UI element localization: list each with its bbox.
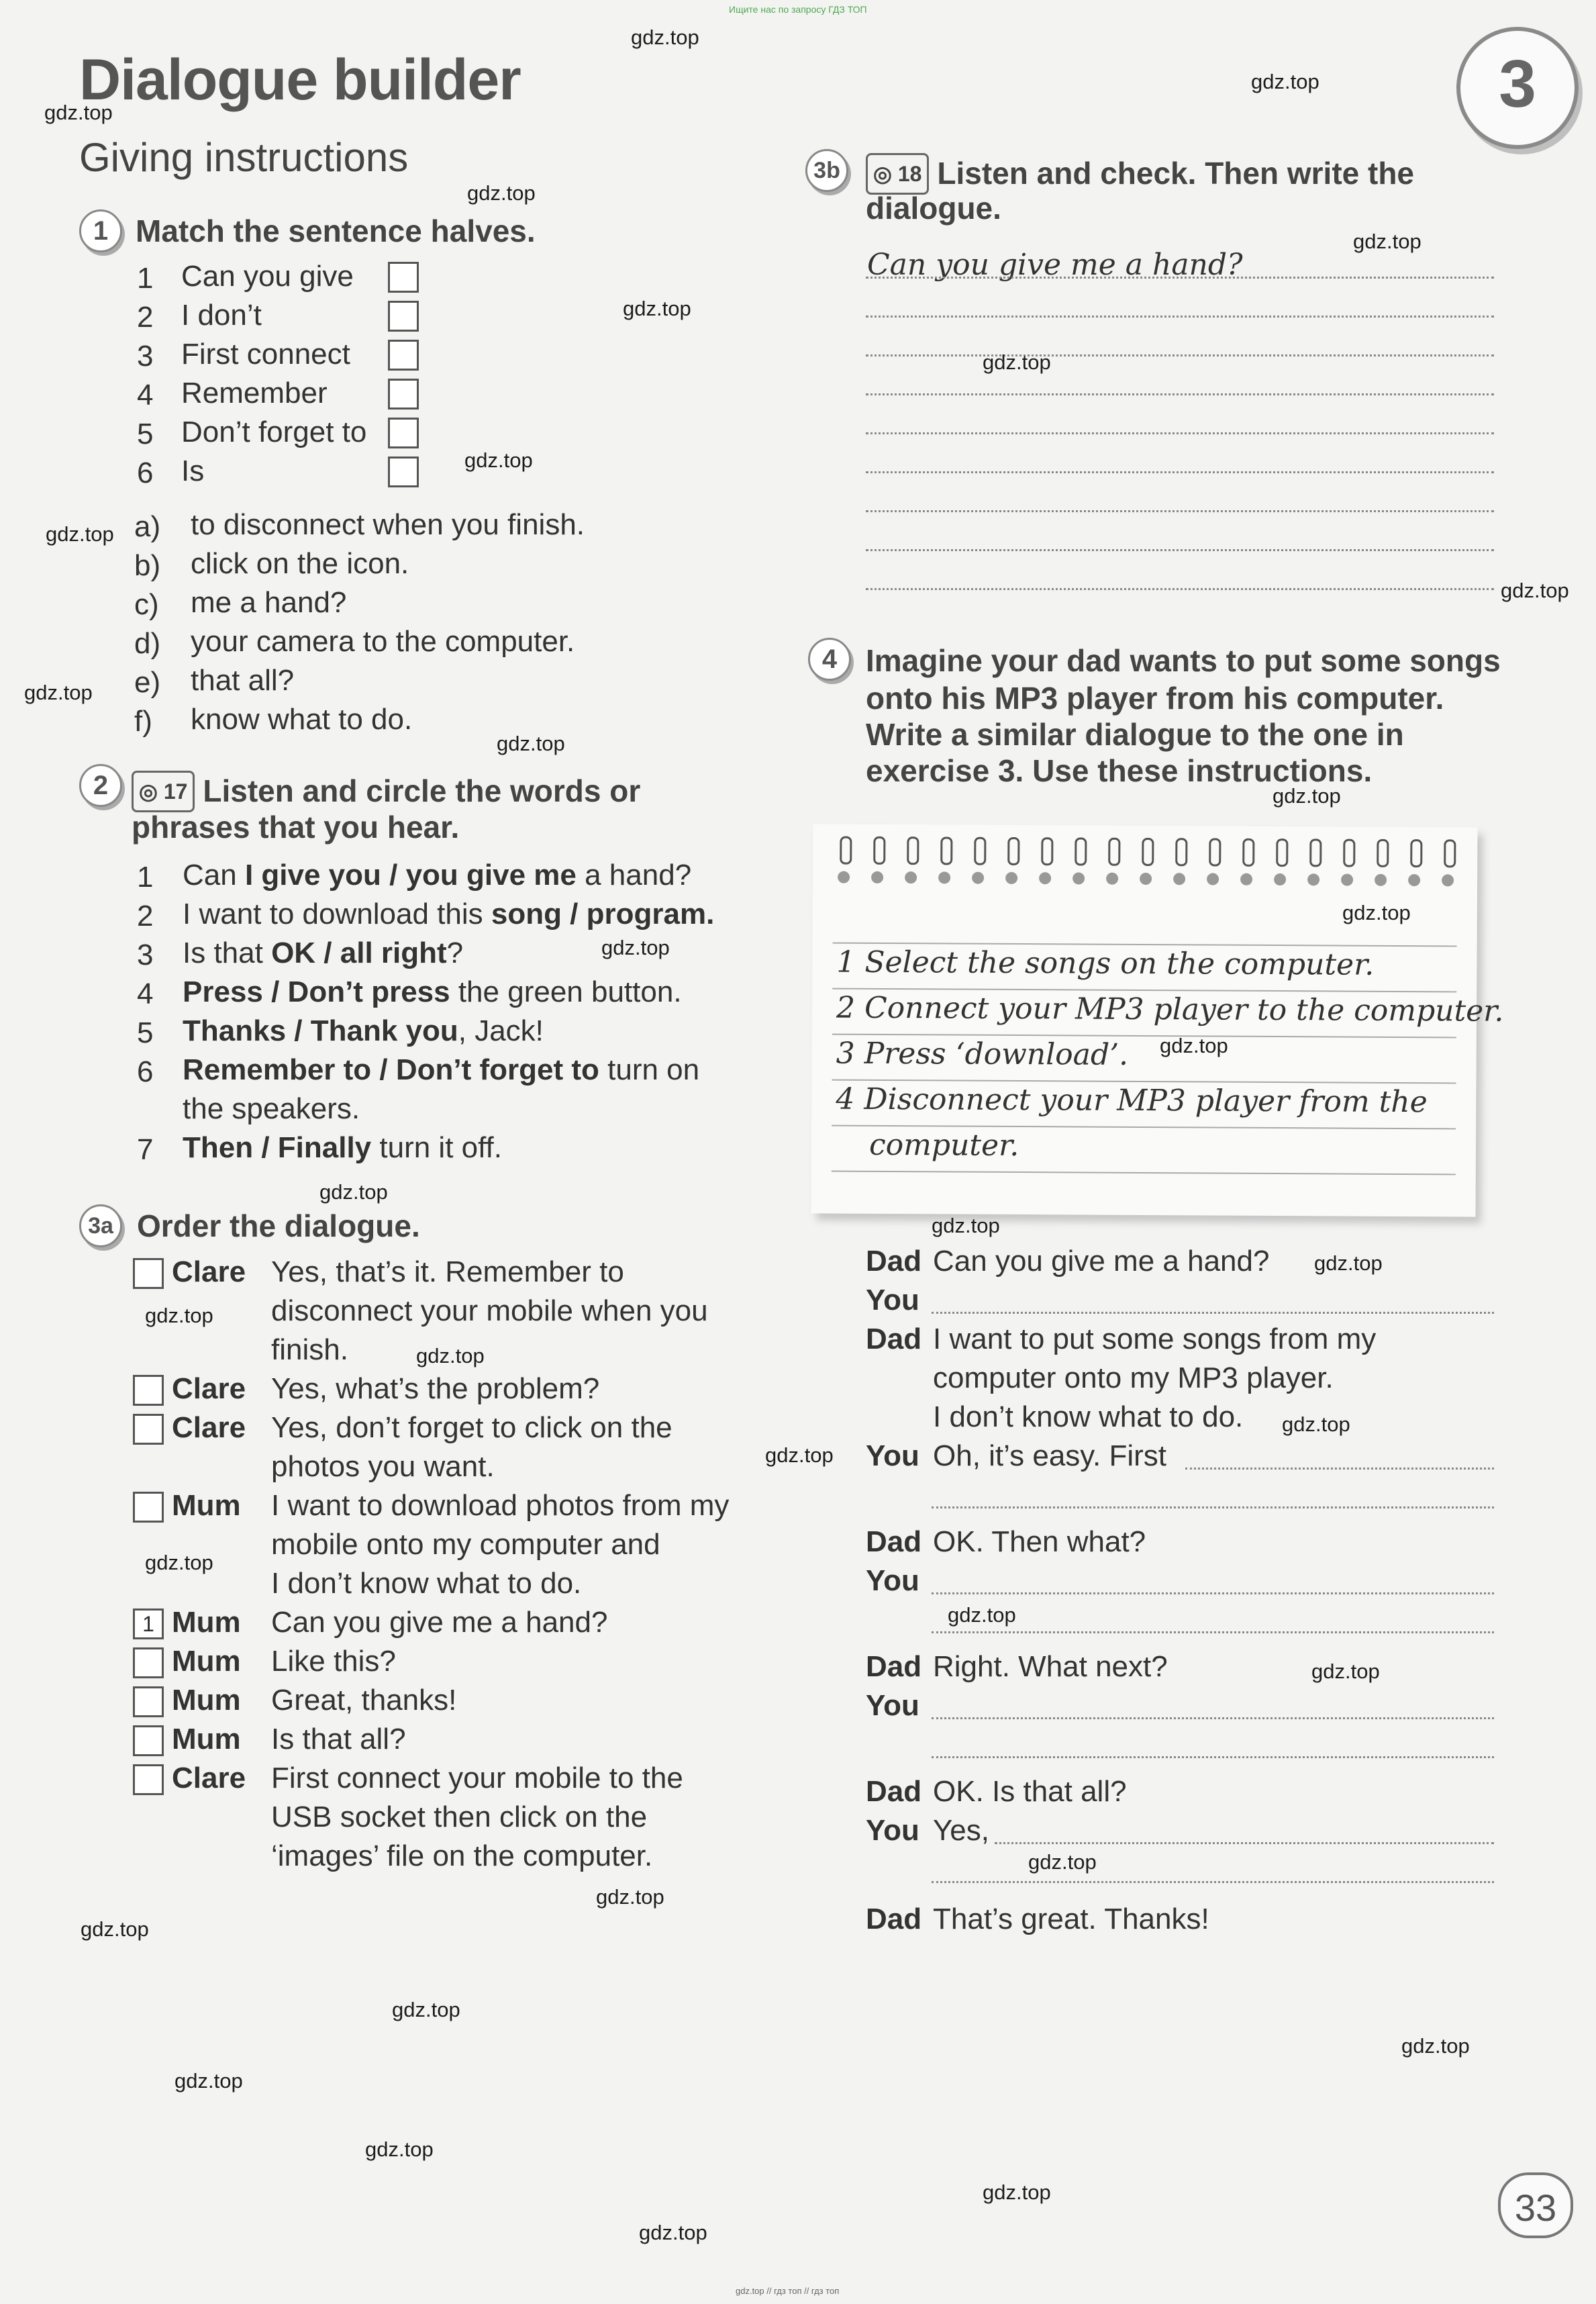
watermark: gdz.top bbox=[596, 1885, 664, 1909]
spiral-ring bbox=[1242, 838, 1254, 867]
ex4-speaker: You bbox=[866, 1564, 919, 1597]
ex3b-title bbox=[866, 153, 1414, 195]
watermark: gdz.top bbox=[932, 1214, 1000, 1237]
ex1-answer-box[interactable] bbox=[388, 301, 419, 332]
ex4-write-line[interactable] bbox=[932, 1592, 1494, 1594]
ex4-line: OK. Is that all? bbox=[933, 1775, 1127, 1808]
ex3a-line: photos you want. bbox=[271, 1450, 495, 1483]
ex3a-speaker: Clare bbox=[172, 1372, 246, 1405]
ex2-item-num: 1 bbox=[137, 861, 154, 894]
ex4-speaker: You bbox=[866, 1689, 919, 1722]
spiral-hole bbox=[1039, 872, 1051, 884]
ex3a-line: USB socket then click on the bbox=[271, 1801, 648, 1833]
watermark: gdz.top bbox=[1028, 1850, 1097, 1874]
notepad-instruction: 1 Select the songs on the computer. bbox=[836, 945, 1375, 982]
ex4-line: OK. Then what? bbox=[933, 1525, 1146, 1558]
spiral-hole bbox=[871, 871, 883, 883]
spiral-hole bbox=[1408, 874, 1420, 886]
notepad-instruction: 4 Disconnect your MP3 player from the bbox=[836, 1082, 1428, 1120]
ex4-write-line[interactable] bbox=[932, 1881, 1494, 1883]
watermark: gdz.top bbox=[983, 2180, 1051, 2204]
watermark: gdz.top bbox=[145, 1551, 213, 1574]
ex3a-order-box[interactable] bbox=[133, 1375, 164, 1406]
ex1-item-text: First connect bbox=[181, 338, 350, 371]
watermark: gdz.top bbox=[44, 101, 113, 124]
ex4-line: Oh, it’s easy. First bbox=[933, 1439, 1167, 1472]
ex2-item-num: 2 bbox=[137, 900, 154, 932]
watermark: gdz.top bbox=[464, 448, 533, 472]
spiral-ring bbox=[940, 836, 952, 865]
ex3b-write-line[interactable] bbox=[866, 393, 1494, 395]
cd-icon: ◎ bbox=[873, 162, 892, 186]
ex4-title-line: exercise 3. Use these instructions. bbox=[866, 753, 1373, 788]
ex3a-speaker: Mum bbox=[172, 1489, 241, 1522]
spiral-ring bbox=[1209, 838, 1221, 867]
ex4-write-line[interactable] bbox=[932, 1717, 1494, 1719]
watermark: gdz.top bbox=[145, 1304, 213, 1327]
ex3a-line: I don’t know what to do. bbox=[271, 1567, 582, 1600]
ex3a-line: ‘images’ file on the computer. bbox=[271, 1839, 653, 1872]
ex4-speaker: Dad bbox=[866, 1903, 922, 1935]
ex1-ending-letter: e) bbox=[134, 666, 161, 699]
watermark: gdz.top bbox=[1251, 70, 1319, 93]
watermark: gdz.top bbox=[601, 936, 670, 959]
watermark: gdz.top bbox=[46, 522, 114, 546]
spiral-hole bbox=[938, 871, 950, 883]
notepad bbox=[811, 824, 1504, 1216]
spiral-ring bbox=[1075, 837, 1087, 865]
ex2-item-num: 6 bbox=[137, 1055, 154, 1088]
ex1-item-text: Can you give bbox=[181, 260, 354, 293]
spiral-ring bbox=[1007, 837, 1019, 865]
ex1-item-num: 6 bbox=[137, 457, 154, 489]
ex3a-line: Yes, don’t forget to click on the bbox=[271, 1411, 672, 1444]
watermark: gdz.top bbox=[1342, 901, 1411, 924]
ex3a-line: Yes, that’s it. Remember to bbox=[271, 1255, 624, 1288]
spiral-ring bbox=[873, 836, 885, 865]
spiral-hole bbox=[1106, 873, 1118, 885]
ex4-line: That’s great. Thanks! bbox=[933, 1903, 1209, 1935]
audio-track-badge[interactable] bbox=[132, 771, 195, 812]
ex3b-write-line[interactable] bbox=[866, 471, 1494, 473]
ex1-ending-letter: f) bbox=[134, 705, 152, 738]
ex4-line: Yes, bbox=[933, 1814, 990, 1847]
spiral-ring bbox=[974, 837, 986, 865]
watermark: gdz.top bbox=[24, 681, 93, 704]
spiral-hole bbox=[1240, 873, 1252, 885]
ex3a-title: Order the dialogue. bbox=[137, 1208, 420, 1243]
ex3b-write-line[interactable] bbox=[866, 588, 1494, 590]
ex3a-speaker: Clare bbox=[172, 1411, 246, 1444]
watermark: gdz.top bbox=[365, 2138, 434, 2161]
ex3a-speaker: Clare bbox=[172, 1762, 246, 1794]
ex1-answer-box[interactable] bbox=[388, 379, 419, 410]
ex1-ending-text: know what to do. bbox=[191, 703, 413, 736]
ex3a-order-box[interactable] bbox=[133, 1492, 164, 1523]
spiral-hole bbox=[1442, 874, 1454, 886]
ex4-speaker: You bbox=[866, 1439, 919, 1472]
ex2-track-number: 17 bbox=[163, 779, 188, 804]
spiral-ring bbox=[1377, 839, 1389, 867]
notepad-rule bbox=[832, 1171, 1456, 1175]
unit-badge bbox=[1456, 27, 1579, 149]
ex4-write-line[interactable] bbox=[932, 1312, 1494, 1314]
watermark: gdz.top bbox=[1401, 2034, 1470, 2058]
page-number: 33 bbox=[1514, 2187, 1557, 2229]
ex3a-order-box[interactable]: 1 bbox=[133, 1609, 164, 1639]
ex1-item-num: 5 bbox=[137, 418, 154, 450]
ex3a-line: First connect your mobile to the bbox=[271, 1762, 683, 1794]
spiral-ring bbox=[1444, 839, 1456, 867]
ex3a-line: I want to download photos from my bbox=[271, 1489, 730, 1522]
ex3a-order-box[interactable] bbox=[133, 1686, 164, 1717]
ex1-ending-text: that all? bbox=[191, 664, 295, 697]
ex1-number: 1 bbox=[79, 209, 122, 252]
spiral-ring bbox=[1108, 838, 1120, 866]
spiral-ring bbox=[1175, 838, 1187, 866]
ex1-item-num: 3 bbox=[137, 340, 154, 373]
notepad-instruction: 3 Press ‘download’. bbox=[836, 1036, 1129, 1072]
spiral-hole bbox=[972, 872, 984, 884]
watermark: gdz.top bbox=[1311, 1660, 1380, 1683]
ex4-write-line[interactable] bbox=[932, 1506, 1494, 1508]
audio-track-badge[interactable] bbox=[866, 153, 929, 195]
ex1-item-text: Remember bbox=[181, 377, 328, 410]
ex3a-line: Can you give me a hand? bbox=[271, 1606, 608, 1639]
spiral-ring bbox=[1309, 838, 1321, 867]
ex4-write-line[interactable] bbox=[932, 1631, 1494, 1633]
ex1-item-num: 1 bbox=[137, 262, 154, 295]
spiral-ring bbox=[1041, 837, 1053, 865]
ex3a-line: Great, thanks! bbox=[271, 1684, 457, 1717]
ex3a-line: finish. bbox=[271, 1333, 348, 1366]
ex4-line: Can you give me a hand? bbox=[933, 1245, 1270, 1278]
spiral-hole bbox=[1341, 874, 1353, 886]
watermark: gdz.top bbox=[467, 181, 536, 205]
ex3b-title-line2: dialogue. bbox=[866, 191, 1001, 226]
ex1-ending-text: your camera to the computer. bbox=[191, 625, 575, 658]
ex2-item-num: 5 bbox=[137, 1016, 154, 1049]
ex4-number: 4 bbox=[808, 638, 851, 681]
ex3a-line: Is that all? bbox=[271, 1723, 406, 1756]
ex3a-line: mobile onto my computer and bbox=[271, 1528, 660, 1561]
watermark: gdz.top bbox=[392, 1998, 460, 2021]
ex3a-line: Like this? bbox=[271, 1645, 396, 1678]
ex1-ending-text: me a hand? bbox=[191, 586, 347, 619]
ex1-item-num: 4 bbox=[137, 379, 154, 412]
ex4-line: I want to put some songs from my bbox=[933, 1323, 1377, 1355]
watermark: gdz.top bbox=[174, 2069, 243, 2093]
spiral-hole bbox=[1005, 872, 1017, 884]
ex3b-write-line[interactable] bbox=[866, 510, 1494, 512]
watermark: gdz.top bbox=[1273, 784, 1341, 808]
watermark: gdz.top bbox=[948, 1603, 1016, 1627]
watermark: gdz.top bbox=[416, 1344, 485, 1367]
ex4-title-line: Imagine your dad wants to put some songs bbox=[866, 643, 1501, 678]
spiral-hole bbox=[1073, 872, 1085, 884]
ex2-item[interactable]: I want to download this song / program. bbox=[183, 898, 715, 930]
ex3a-speaker: Mum bbox=[172, 1723, 241, 1756]
watermark: gdz.top bbox=[765, 1443, 834, 1467]
watermark: gdz.top bbox=[639, 2221, 707, 2244]
spiral-hole bbox=[1274, 873, 1286, 885]
ex2-number: 2 bbox=[79, 764, 122, 807]
ex3b-write-line[interactable] bbox=[866, 432, 1494, 434]
ex3a-order-box[interactable] bbox=[133, 1258, 164, 1289]
ex2-item[interactable]: Remember to / Don’t forget to turn on bbox=[183, 1053, 700, 1086]
ex1-answer-box[interactable] bbox=[388, 340, 419, 371]
ex3a-order-box[interactable] bbox=[133, 1725, 164, 1756]
ex2-item[interactable]: Press / Don’t press the green button. bbox=[183, 975, 682, 1008]
ex1-item-text: Don’t forget to bbox=[181, 416, 367, 448]
spiral-hole bbox=[905, 871, 917, 883]
watermark: gdz.top bbox=[319, 1180, 388, 1204]
ex3a-line: disconnect your mobile when you bbox=[271, 1294, 708, 1327]
ex3b-track-number: 18 bbox=[897, 162, 922, 186]
watermark: gdz.top bbox=[1160, 1034, 1228, 1057]
ex1-item-text: I don’t bbox=[181, 299, 262, 332]
ex4-speaker: Dad bbox=[866, 1525, 922, 1558]
ex1-ending-text: to disconnect when you finish. bbox=[191, 508, 585, 541]
ex2-item-num: 3 bbox=[137, 939, 154, 971]
ex1-ending-text: click on the icon. bbox=[191, 547, 409, 580]
ex2-title-line2: phrases that you hear. bbox=[132, 810, 460, 845]
spiral-hole bbox=[1207, 873, 1219, 885]
ex2-item-continued: the speakers. bbox=[183, 1092, 360, 1125]
ex4-write-line[interactable] bbox=[995, 1842, 1494, 1844]
ex4-line: computer onto my MP3 player. bbox=[933, 1361, 1334, 1394]
ex3a-line: Yes, what’s the problem? bbox=[271, 1372, 600, 1405]
spiral-ring bbox=[1276, 838, 1288, 867]
ex4-title-line: Write a similar dialogue to the one in bbox=[866, 717, 1404, 752]
page-number-badge bbox=[1498, 2172, 1573, 2238]
ex4-speaker: Dad bbox=[866, 1323, 922, 1355]
ex4-write-line[interactable] bbox=[1185, 1468, 1494, 1470]
ex1-answer-box[interactable] bbox=[388, 457, 419, 487]
ex1-item-num: 2 bbox=[137, 301, 154, 334]
ex2-item[interactable]: Thanks / Thank you, Jack! bbox=[183, 1014, 544, 1047]
watermark: gdz.top bbox=[81, 1917, 149, 1941]
watermark: gdz.top bbox=[1282, 1412, 1350, 1436]
ex1-answer-box[interactable] bbox=[388, 418, 419, 448]
ex4-speaker: Dad bbox=[866, 1775, 922, 1808]
ex4-speaker: Dad bbox=[866, 1650, 922, 1683]
watermark: gdz.top bbox=[983, 350, 1051, 374]
ex3b-write-line[interactable] bbox=[866, 277, 1494, 279]
spiral-hole bbox=[838, 871, 850, 883]
ex3b-number: 3b bbox=[805, 149, 848, 192]
ex4-title-line: onto his MP3 player from his computer. bbox=[866, 681, 1444, 716]
watermark: gdz.top bbox=[1501, 579, 1569, 602]
ex4-line: I don’t know what to do. bbox=[933, 1400, 1244, 1433]
ex4-speaker: Dad bbox=[866, 1245, 922, 1278]
ex4-line: Right. What next? bbox=[933, 1650, 1168, 1683]
notepad-instruction: 2 Connect your MP3 player to the computer. bbox=[836, 990, 1504, 1028]
ex3a-order-box[interactable] bbox=[133, 1414, 164, 1445]
ex3b-write-line[interactable] bbox=[866, 316, 1494, 318]
spiral-ring bbox=[1410, 839, 1422, 867]
ex3a-speaker: Clare bbox=[172, 1255, 246, 1288]
watermark: gdz.top bbox=[623, 297, 691, 320]
spiral-ring bbox=[1142, 838, 1154, 866]
spiral-hole bbox=[1140, 873, 1152, 885]
ex4-write-line[interactable] bbox=[932, 1756, 1494, 1758]
watermark: gdz.top bbox=[497, 732, 565, 755]
ex3a-order-box[interactable] bbox=[133, 1764, 164, 1795]
ex1-ending-letter: a) bbox=[134, 510, 161, 543]
ex2-title-line1: Listen and circle the words or bbox=[203, 773, 641, 808]
ex3a-speaker: Mum bbox=[172, 1606, 241, 1639]
notepad-instruction: computer. bbox=[868, 1127, 1019, 1163]
spiral-hole bbox=[1173, 873, 1185, 885]
ex3a-number: 3a bbox=[79, 1204, 122, 1247]
ex3b-write-line[interactable] bbox=[866, 354, 1494, 356]
page-subtitle: Giving instructions bbox=[79, 135, 409, 180]
top-note: Ищите нас по запросу ГДЗ ТОП bbox=[729, 4, 867, 15]
ex3b-first-line: Can you give me a hand? bbox=[867, 248, 1243, 282]
watermark: gdz.top bbox=[631, 26, 699, 49]
spiral-ring bbox=[907, 836, 919, 865]
watermark: gdz.top bbox=[1314, 1251, 1383, 1275]
ex3a-speaker: Mum bbox=[172, 1645, 241, 1678]
ex2-item[interactable]: Then / Finally turn it off. bbox=[183, 1131, 502, 1164]
spiral-ring bbox=[840, 836, 852, 865]
ex2-item[interactable]: Can I give you / you give me a hand? bbox=[183, 859, 692, 892]
cd-icon: ◎ bbox=[139, 779, 158, 804]
unit-number: 3 bbox=[1499, 46, 1536, 122]
ex1-item-text: Is bbox=[181, 454, 205, 487]
ex3a-speaker: Mum bbox=[172, 1684, 241, 1717]
spiral-hole bbox=[1307, 873, 1319, 885]
spiral-ring bbox=[1343, 839, 1355, 867]
ex2-item-num: 4 bbox=[137, 977, 154, 1010]
ex4-speaker: You bbox=[866, 1814, 919, 1847]
ex2-item[interactable]: Is that OK / all right? bbox=[183, 937, 464, 969]
bottom-note: gdz.top // гдз топ // гдз топ bbox=[736, 2286, 840, 2296]
ex1-ending-letter: c) bbox=[134, 588, 159, 621]
spiral-hole bbox=[1375, 874, 1387, 886]
ex1-ending-letter: d) bbox=[134, 627, 161, 660]
ex1-ending-letter: b) bbox=[134, 549, 161, 582]
ex2-title bbox=[132, 771, 640, 812]
ex4-speaker: You bbox=[866, 1284, 919, 1316]
ex3b-write-line[interactable] bbox=[866, 549, 1494, 551]
page-title: Dialogue builder bbox=[79, 48, 521, 112]
ex3b-title-line1: Listen and check. Then write the bbox=[937, 156, 1415, 191]
ex2-item-num: 7 bbox=[137, 1133, 154, 1166]
watermark: gdz.top bbox=[1353, 230, 1422, 253]
ex1-title: Match the sentence halves. bbox=[136, 213, 536, 248]
ex3a-order-box[interactable] bbox=[133, 1647, 164, 1678]
ex1-answer-box[interactable] bbox=[388, 262, 419, 293]
